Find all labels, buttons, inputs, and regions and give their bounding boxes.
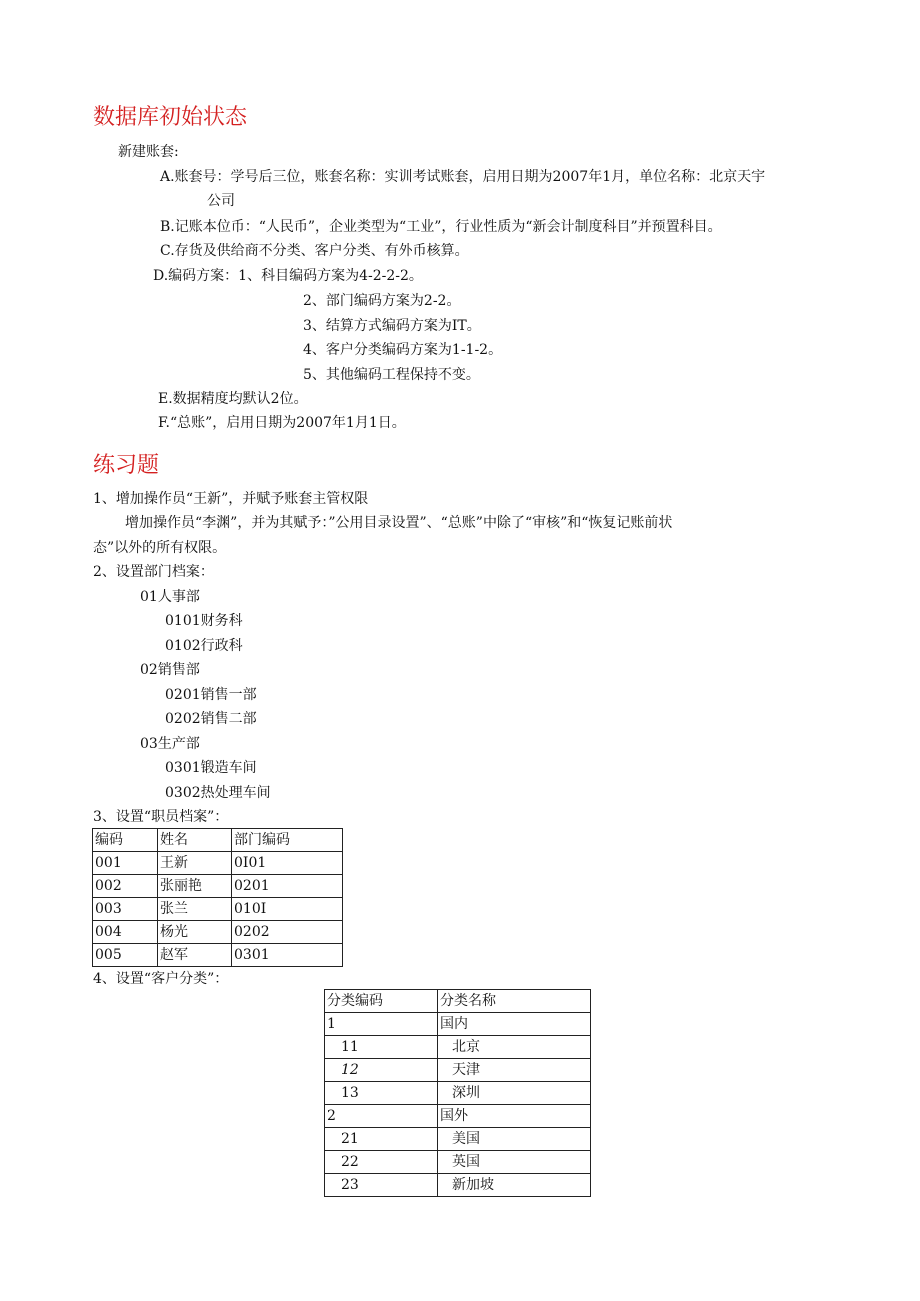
table-row [93,944,343,967]
table-cell: 1 [325,1013,438,1036]
table-header-cell: 姓名 [158,829,232,852]
table-cell: 赵军 [158,944,232,967]
table-row [93,875,343,898]
item-d2: 2、部门编码方案为2-2。 [303,293,461,309]
table-cell: 国外 [438,1105,591,1128]
table-cell: 11 [325,1036,438,1059]
table-row [325,1059,591,1082]
table-cell: 王新 [158,852,232,875]
table-row [93,898,343,921]
table-cell: 0I01 [232,852,343,875]
table-cell: 12 [325,1059,438,1082]
table-cell: 0201 [232,875,343,898]
question-1: 1、增加操作员“王新”，并赋予账套主管权限 [93,491,369,507]
item-c: C.存货及供给商不分类、客户分类、有外币核算。 [160,243,469,259]
table-header-row [93,829,343,852]
department-item: 03生产部 [140,736,200,752]
employee-table [92,828,343,967]
table-row [325,1036,591,1059]
intro-new-account: 新建账套: [118,144,179,160]
department-item: 0301锻造车间 [165,760,257,776]
table-cell: 2 [325,1105,438,1128]
item-b: B.记账本位币：“人民币”，企业类型为“工业”，行业性质为“新会计制度科目”并预置科目。 [160,219,722,235]
table-cell: 002 [93,875,158,898]
item-a-line2: 公司 [207,193,235,209]
department-item: 02销售部 [140,662,200,678]
item-d1: D.编码方案：1、科目编码方案为4-2-2-2。 [153,268,423,284]
question-1-body-line1: 增加操作员“李渊”，并为其赋予：”公用目录设置”、“总账”中除了“审核”和“恢复记账前状 [125,515,673,531]
table-cell: 0202 [232,921,343,944]
table-cell: 美国 [438,1128,591,1151]
table-cell: 004 [93,921,158,944]
table-cell: 003 [93,898,158,921]
table-header-cell: 部门编码 [232,829,343,852]
customer-category-table [324,989,591,1197]
table-cell: 国内 [438,1013,591,1036]
item-e: E.数据精度均默认2位。 [158,391,308,407]
item-d3: 3、结算方式编码方案为IT。 [303,318,481,334]
question-3: 3、设置“职员档案”： [93,809,229,825]
question-4: 4、设置“客户分类”： [93,971,229,987]
department-item: 0101财务科 [165,613,243,629]
department-item: 0302热处理车间 [165,785,271,801]
table-cell: 13 [325,1082,438,1105]
table-row [325,1082,591,1105]
table-cell: 北京 [438,1036,591,1059]
table-header-cell: 编码 [93,829,158,852]
table-cell: 001 [93,852,158,875]
table-cell: 21 [325,1128,438,1151]
section-title-exercises: 练习题 [93,453,160,478]
department-item: 0202销售二部 [165,711,257,727]
table-cell: 杨光 [158,921,232,944]
section-title-initial-state: 数据库初始状态 [93,105,248,130]
table-header-cell: 分类编码 [325,990,438,1013]
item-a-line1: A.账套号：学号后三位，账套名称：实训考试账套，启用日期为2007年1月，单位名称：北京天宇 [160,169,766,185]
department-item: 01人事部 [140,589,200,605]
department-item: 0201销售一部 [165,687,257,703]
table-row [93,852,343,875]
question-1-body-line2: 态”以外的所有权限。 [93,540,227,556]
table-cell: 新加坡 [438,1174,591,1197]
item-d4: 4、客户分类编码方案为1-1-2。 [303,342,503,358]
table-cell: 23 [325,1174,438,1197]
table-cell: 天津 [438,1059,591,1082]
table-cell: 张丽艳 [158,875,232,898]
item-f: F.“总账”，启用日期为2007年1月1日。 [158,415,406,431]
question-2: 2、设置部门档案： [93,564,214,580]
table-cell: 005 [93,944,158,967]
table-cell: 英国 [438,1151,591,1174]
table-cell: 010I [232,898,343,921]
department-item: 0102行政科 [165,638,243,654]
table-cell: 0301 [232,944,343,967]
table-cell: 深圳 [438,1082,591,1105]
table-header-cell: 分类名称 [438,990,591,1013]
table-row [325,1105,591,1128]
table-row [325,1128,591,1151]
table-row [325,1151,591,1174]
table-row [325,1013,591,1036]
table-row [93,921,343,944]
item-d5: 5、其他编码工程保持不变。 [303,367,480,383]
table-cell: 张兰 [158,898,232,921]
table-header-row [325,990,591,1013]
table-row [325,1174,591,1197]
table-cell: 22 [325,1151,438,1174]
